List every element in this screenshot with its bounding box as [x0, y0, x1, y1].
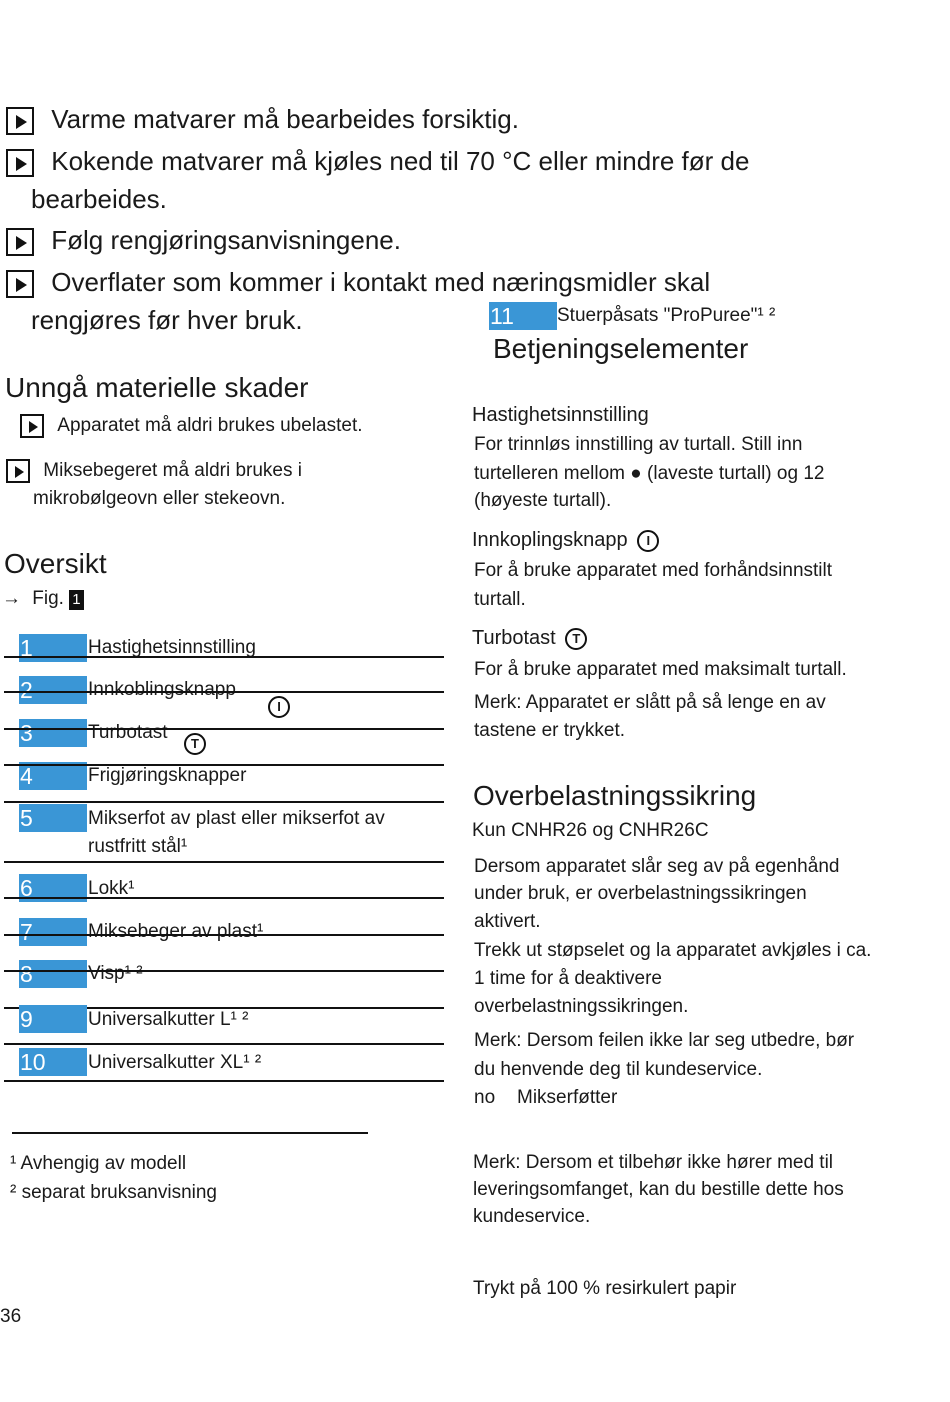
item-label: Innkoblingsknapp [88, 679, 236, 700]
overload-text-5: 1 time for å deaktivere [474, 968, 662, 989]
speed-title: Hastighetsinnstilling [472, 404, 649, 426]
item-number: 3 [19, 719, 87, 747]
play-icon [6, 270, 34, 298]
overload-text-7: Merk: Dersom feilen ikke lar seg utbedre, bør [474, 1030, 855, 1051]
overload-text-3: aktivert. [474, 911, 541, 932]
item-label: Universalkutter XL¹ ² [88, 1052, 262, 1073]
row-divider [4, 801, 444, 803]
section-title-controls: Betjeningselementer [493, 333, 749, 364]
turbo-text-3: tastene er trykket. [474, 720, 626, 741]
turbo-text-2: Merk: Apparatet er slått på så lenge en av [474, 692, 826, 713]
figure-number: 1 [69, 590, 83, 610]
overload-text-2: under bruk, er overbelastningssikringen [474, 883, 807, 904]
play-icon [6, 107, 34, 135]
overload-text-8: du henvende deg til kundeservice. [474, 1059, 763, 1080]
warning-text: Overflater som kommer i kontakt med næringsmidler skal [51, 267, 711, 297]
speed-text-2: turtelleren mellom ● (laveste turtall) og 12 [474, 463, 825, 484]
overload-text-1: Dersom apparatet slår seg av på egenhånd [474, 856, 840, 877]
play-icon [6, 459, 30, 483]
warning-4-cont: rengjøres før hver bruk. [31, 305, 303, 335]
turbo-title [472, 624, 587, 652]
footnote-2: ² separat bruksanvisning [10, 1182, 217, 1203]
item-number: 2 [19, 676, 87, 704]
item-number: 11 [489, 302, 557, 330]
power-button-icon: I [268, 696, 290, 718]
item-label: Hastighetsinnstilling [88, 637, 256, 658]
row-divider [4, 897, 444, 899]
item-number: 1 [19, 634, 87, 662]
on-button-title [472, 526, 659, 554]
item-number: 10 [19, 1048, 87, 1076]
row-divider [4, 1043, 444, 1045]
item-label: Universalkutter L¹ ² [88, 1009, 249, 1030]
play-icon [20, 414, 44, 438]
language-code: no [474, 1087, 496, 1108]
item-number: 7 [19, 918, 87, 946]
on-text-2: turtall. [474, 589, 526, 610]
warning-3 [6, 221, 401, 259]
figure-reference [2, 585, 84, 613]
mixer-feet-heading: Mikserføtter [517, 1087, 618, 1108]
warning-text: Følg rengjøringsanvisningene. [51, 225, 401, 255]
row-divider [4, 1080, 444, 1082]
footnote-rule [12, 1132, 368, 1134]
item-number: 4 [19, 762, 87, 790]
item-label: Stuerpåsats "ProPuree"¹ ² [557, 305, 776, 326]
accessories-text-2: leveringsomfanget, kan du bestille dette hos [473, 1179, 844, 1200]
turbo-button-icon: T [184, 733, 206, 755]
overload-text-6: overbelastningssikringen. [474, 996, 689, 1017]
row-divider [4, 728, 444, 730]
section-title-overload: Overbelastningssikring [473, 780, 757, 811]
overload-text-4: Trekk ut støpselet og la apparatet avkjøles i ca. [474, 940, 872, 961]
turbo-label: Turbotast [472, 627, 556, 649]
row-divider [4, 691, 444, 693]
printed-note: Trykt på 100 % resirkulert papir [473, 1278, 737, 1299]
figure-label: Fig. [32, 588, 64, 609]
item-label: Frigjøringsknapper [88, 765, 247, 786]
damage-item-2-cont: mikrobølgeovn eller stekeovn. [33, 488, 286, 509]
accessories-text-3: kundeservice. [473, 1206, 591, 1227]
damage-item-1 [20, 412, 363, 440]
item-label-cont: rustfritt stål¹ [88, 836, 188, 857]
item-number: 9 [19, 1005, 87, 1033]
warning-text: Varme matvarer må bearbeides forsiktig. [51, 104, 519, 134]
accessories-text-1: Merk: Dersom et tilbehør ikke hører med til [473, 1152, 834, 1173]
row-divider [4, 970, 444, 972]
item-label: Mikserfot av plast eller mikserfot av [88, 808, 385, 829]
speed-text-3: (høyeste turtall). [474, 490, 612, 511]
damage-text: Apparatet må aldri brukes ubelastet. [57, 415, 363, 436]
play-icon [6, 149, 34, 177]
damage-text: Miksebegeret må aldri brukes i [43, 460, 302, 481]
overload-models: Kun CNHR26 og CNHR26C [472, 820, 709, 841]
section-title-overview: Oversikt [4, 548, 107, 579]
warning-2-cont: bearbeides. [31, 184, 167, 214]
turbo-button-icon: T [565, 628, 587, 650]
damage-item-2 [6, 457, 302, 485]
row-divider [4, 934, 444, 936]
item-label: Visp¹ ² [88, 963, 143, 984]
warning-1 [6, 100, 519, 138]
item-label: Lokk¹ [88, 878, 135, 899]
warning-4 [6, 263, 710, 301]
row-divider [4, 764, 444, 766]
footnote-1: ¹ Avhengig av modell [10, 1153, 187, 1174]
item-number: 5 [19, 804, 87, 832]
item-label: Turbotast [88, 722, 168, 743]
item-label: Miksebeger av plast¹ [88, 921, 264, 942]
on-button-label: Innkoplingsknapp [472, 529, 628, 551]
row-divider [4, 656, 444, 658]
power-button-icon: I [637, 530, 659, 552]
section-title-damage: Unngå materielle skader [5, 372, 309, 403]
item-number: 6 [19, 874, 87, 902]
item-number: 8 [19, 960, 87, 988]
warning-text: Kokende matvarer må kjøles ned til 70 °C eller mindre før de [51, 146, 750, 176]
row-divider [4, 861, 444, 863]
turbo-text-1: For å bruke apparatet med maksimalt turtall. [474, 659, 847, 680]
speed-text-1: For trinnløs innstilling av turtall. Still inn [474, 434, 803, 455]
play-icon [6, 228, 34, 256]
page-number: 36 [0, 1306, 22, 1327]
on-text-1: For å bruke apparatet med forhåndsinnstilt [474, 560, 833, 581]
warning-2 [6, 142, 749, 180]
arrow-right-icon: → [2, 588, 21, 609]
